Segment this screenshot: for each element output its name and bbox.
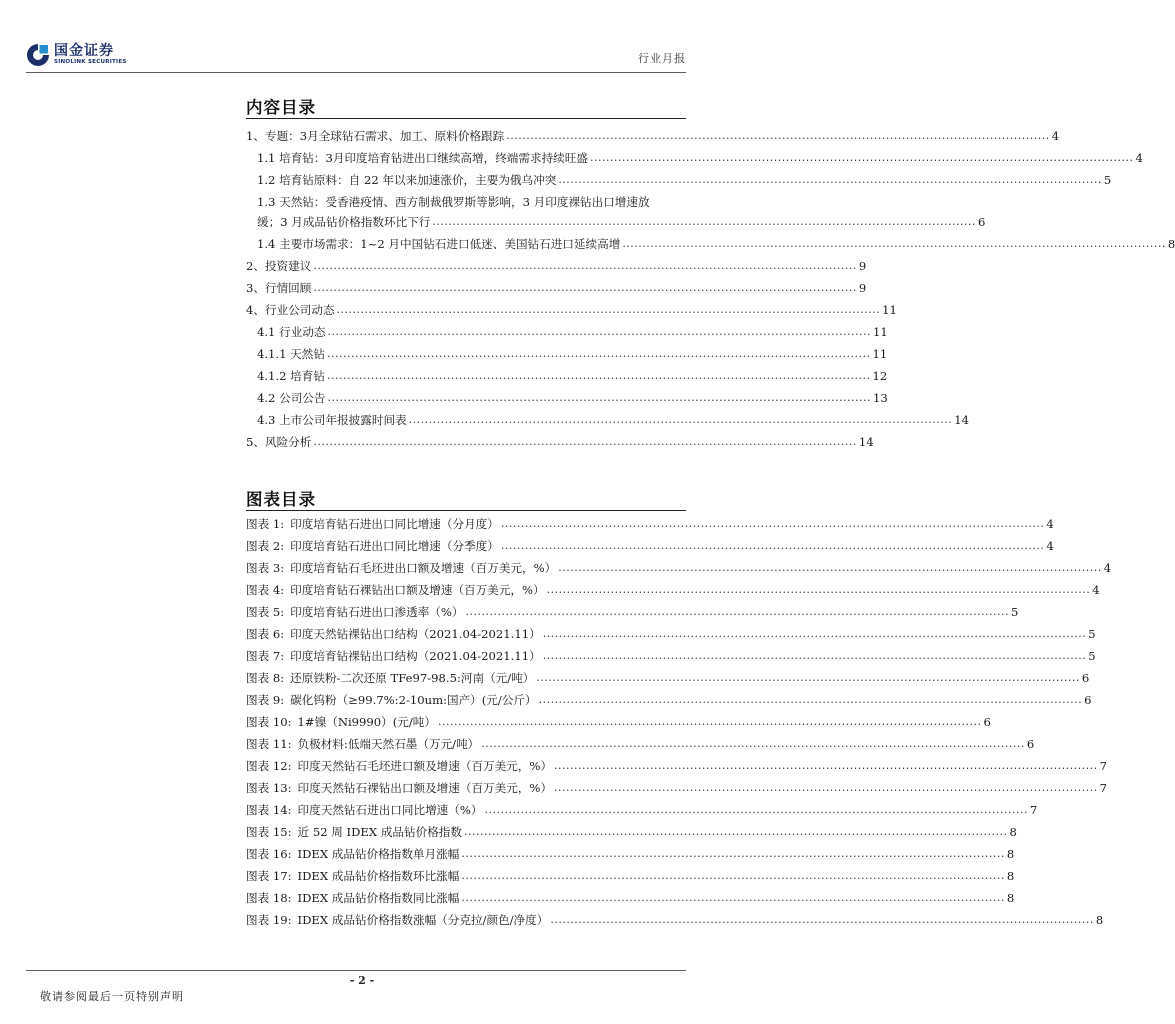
logo-icon [26, 43, 50, 67]
figure-caption: 负极材料:低端天然石墨（万元/吨） [297, 737, 480, 751]
figure-number: 图表 1: [246, 517, 285, 531]
toc-title: 内容目录 [246, 98, 316, 117]
figure-caption: IDEX 成品钻价格指数单月涨幅 [297, 847, 460, 861]
figure-number: 图表 9: [246, 693, 285, 707]
figure-page: 6 [1084, 693, 1092, 707]
figure-page: 4 [1103, 561, 1112, 575]
toc-leader-dots: ........................................................................................................................................ [336, 303, 881, 316]
toc-entry-page: 12 [872, 369, 888, 383]
toc-leader-dots: ........................................................................................................................................ [327, 325, 872, 338]
figure-entry[interactable] [246, 578, 1100, 600]
figure-page: 4 [1092, 583, 1100, 597]
toc-entry[interactable] [246, 254, 867, 276]
disclaimer-text: 敬请参阅最后一页特别声明 [40, 990, 184, 1003]
figure-page: 6 [983, 715, 991, 729]
toc-leader-dots: ........................................................................................................................................ [461, 869, 1005, 882]
figure-page: 6 [1026, 737, 1035, 751]
toc-leader-dots: ........................................................................................................................................ [313, 435, 857, 448]
figure-number: 图表 16: [246, 847, 292, 861]
figure-entry[interactable] [246, 556, 1112, 578]
page-header [26, 40, 686, 72]
figure-page: 6 [1081, 671, 1090, 685]
toc-entry-label: 1.2 培育钻原料：自 22 年以来加速涨价，主要为俄乌冲突 [257, 173, 557, 187]
toc-leader-dots: ........................................................................................................................................ [542, 627, 1087, 640]
figure-caption: 碳化钨粉（≥99.7%:2-10um:国产）(元/公斤） [290, 693, 537, 707]
toc-entry-page: 5 [1103, 173, 1112, 187]
toc-leader-dots: ........................................................................................................................................ [463, 825, 1008, 838]
toc-entry-label: 4、行业公司动态 [246, 303, 335, 317]
toc-leader-dots: ........................................................................................................................................ [326, 369, 871, 382]
toc-leader-dots: ........................................................................................................................................ [558, 173, 1102, 186]
toc-leader-dots: ........................................................................................................................................ [432, 215, 976, 228]
toc-leader-dots: ........................................................................................................................................ [438, 715, 982, 728]
toc-leader-dots: ........................................................................................................................................ [327, 391, 872, 404]
footer-divider [26, 970, 686, 971]
figure-entry[interactable] [246, 600, 1019, 622]
toc-entry-page: 11 [872, 347, 888, 361]
figure-caption: 还原铁粉-二次还原 TFe97-98.5:河南（元/吨） [290, 671, 535, 685]
toc-list [246, 124, 1175, 452]
toc-entry-page: 11 [873, 325, 888, 339]
figure-number: 图表 3: [246, 561, 285, 575]
figure-list [246, 512, 1112, 930]
figure-caption: 印度天然钻裸钻出口结构（2021.04-2021.11） [290, 627, 541, 641]
figure-entry[interactable] [246, 622, 1096, 644]
toc-entry-label: 4.1 行业动态 [257, 325, 326, 339]
toc-leader-dots: ........................................................................................................................................ [622, 237, 1166, 250]
figure-number: 图表 6: [246, 627, 285, 641]
toc-leader-dots: ........................................................................................................................................ [536, 671, 1080, 684]
toc-entry[interactable] [246, 146, 1143, 168]
figure-number: 图表 18: [246, 891, 292, 905]
figure-number: 图表 15: [246, 825, 292, 839]
toc-entry[interactable] [246, 276, 867, 298]
toc-title-rule [246, 118, 686, 119]
figures-title-rule [246, 510, 686, 511]
figure-number: 图表 10: [246, 715, 292, 729]
toc-entry-page: 9 [858, 259, 867, 273]
toc-entry-page: 8 [1167, 237, 1175, 251]
toc-entry-label: 5、风险分析 [246, 435, 312, 449]
toc-entry-label: 3、行情回顾 [246, 281, 312, 295]
toc-leader-dots: ........................................................................................................................................ [465, 605, 1010, 618]
figure-entry[interactable] [246, 512, 1054, 534]
toc-leader-dots: ........................................................................................................................................ [313, 259, 857, 272]
toc-leader-dots: ........................................................................................................................................ [554, 759, 1098, 772]
figure-caption: 印度培育钻石进出口同比增速（分月度） [290, 517, 499, 531]
toc-leader-dots: ........................................................................................................................................ [461, 847, 1005, 860]
toc-leader-dots: ........................................................................................................................................ [313, 281, 857, 294]
toc-entry-page: 9 [858, 281, 867, 295]
toc-leader-dots: ........................................................................................................................................ [554, 781, 1098, 794]
figure-entry[interactable] [246, 754, 1107, 776]
figure-entry[interactable] [246, 798, 1038, 820]
figure-number: 图表 8: [246, 671, 285, 685]
figure-number: 图表 4: [246, 583, 285, 597]
toc-leader-dots: ........................................................................................................................................ [500, 539, 1045, 552]
logo-english-name: SINOLINK SECURITIES [54, 59, 127, 66]
figure-page: 8 [1006, 869, 1015, 883]
figure-number: 图表 5: [246, 605, 285, 619]
figure-entry[interactable] [246, 886, 1015, 908]
toc-entry-page: 4 [1051, 129, 1060, 143]
figure-entry[interactable] [246, 776, 1107, 798]
figure-caption: 印度培育钻石进出口渗透率（%） [290, 605, 464, 619]
toc-entry-page: 14 [954, 413, 969, 427]
toc-entry[interactable] [246, 190, 986, 232]
toc-leader-dots: ........................................................................................................................................ [326, 347, 871, 360]
toc-leader-dots: ........................................................................................................................................ [484, 803, 1029, 816]
toc-entry[interactable] [246, 364, 888, 386]
figure-entry[interactable] [246, 908, 1104, 930]
toc-entry[interactable] [246, 320, 888, 342]
figure-page: 5 [1088, 627, 1096, 641]
figure-caption: 印度培育钻裸钻出口结构（2021.04-2021.11） [290, 649, 541, 663]
toc-leader-dots: ........................................................................................................................................ [589, 151, 1134, 164]
toc-leader-dots: ........................................................................................................................................ [538, 693, 1083, 706]
toc-leader-dots: ........................................................................................................................................ [550, 913, 1094, 926]
toc-entry-page: 11 [882, 303, 897, 317]
toc-leader-dots: ........................................................................................................................................ [546, 583, 1091, 596]
toc-entry[interactable] [246, 342, 888, 364]
figure-caption: IDEX 成品钻价格指数环比涨幅 [297, 869, 460, 883]
figure-page: 4 [1046, 517, 1054, 531]
figure-entry[interactable] [246, 842, 1015, 864]
toc-entry-label: 4.3 上市公司年报披露时间表 [257, 413, 407, 427]
toc-entry[interactable] [246, 232, 1175, 254]
toc-entry-label: 4.2 公司公告 [257, 391, 326, 405]
figure-number: 图表 11: [246, 737, 292, 751]
toc-entry-label: 4.1.2 培育钻 [257, 369, 325, 383]
toc-entry-page: 4 [1135, 151, 1143, 165]
figure-number: 图表 7: [246, 649, 285, 663]
toc-entry[interactable] [246, 124, 1060, 146]
figure-entry[interactable] [246, 864, 1015, 886]
figure-page: 7 [1099, 759, 1107, 773]
toc-leader-dots: ........................................................................................................................................ [542, 649, 1087, 662]
figure-page: 5 [1088, 649, 1096, 663]
figure-caption: 印度培育钻石进出口同比增速（分季度） [290, 539, 499, 553]
toc-entry-label-continued: 缓；3 月成品钻价格指数环比下行 [257, 215, 431, 229]
toc-entry-label: 1、专题：3月全球钻石需求、加工、原料价格跟踪 [246, 129, 505, 143]
figure-number: 图表 2: [246, 539, 285, 553]
toc-entry-label: 1.1 培育钻：3月印度培育钻进出口继续高增，终端需求持续旺盛 [257, 151, 588, 165]
toc-leader-dots: ........................................................................................................................................ [461, 891, 1005, 904]
figure-number: 图表 14: [246, 803, 292, 817]
figure-caption: 印度天然钻石裸钻出口额及增速（百万美元，%） [297, 781, 553, 795]
figure-page: 8 [1006, 847, 1015, 861]
figure-page: 5 [1011, 605, 1019, 619]
header-divider [26, 72, 686, 73]
figure-entry[interactable] [246, 534, 1054, 556]
figure-number: 图表 17: [246, 869, 292, 883]
report-type-label: 行业月报 [638, 52, 686, 65]
figure-number: 图表 19: [246, 913, 292, 927]
toc-leader-dots: ........................................................................................................................................ [506, 129, 1050, 142]
toc-leader-dots: ........................................................................................................................................ [481, 737, 1025, 750]
toc-entry[interactable] [246, 386, 888, 408]
figure-caption: 印度天然钻石进出口同比增速（%） [297, 803, 483, 817]
toc-entry-label: 1.3 天然钻：受香港疫情、西方制裁俄罗斯等影响，3 月印度裸钻出口增速放 [257, 195, 650, 209]
figures-title: 图表目录 [246, 490, 316, 509]
toc-entry[interactable] [246, 430, 874, 452]
figure-caption: IDEX 成品钻价格指数涨幅（分克拉/颜色/净度） [297, 913, 549, 927]
toc-entry-page: 13 [873, 391, 888, 405]
figure-caption: 1#镍（Ni9990）(元/吨） [297, 715, 436, 729]
toc-entry-label: 2、投资建议 [246, 259, 312, 273]
figure-page: 8 [1006, 891, 1015, 905]
figure-entry[interactable] [246, 710, 991, 732]
figure-caption: 印度培育钻石裸钻出口额及增速（百万美元，%） [290, 583, 545, 597]
page-number: - 2 - [349, 974, 375, 987]
figure-entry[interactable] [246, 820, 1017, 842]
figure-entry[interactable] [246, 666, 1090, 688]
figure-caption: 印度培育钻石毛坯进出口额及增速（百万美元，%） [290, 561, 557, 575]
toc-leader-dots: ........................................................................................................................................ [408, 413, 953, 426]
figure-entry[interactable] [246, 732, 1035, 754]
toc-entry-page: 14 [858, 435, 874, 449]
figure-caption: IDEX 成品钻价格指数同比涨幅 [297, 891, 460, 905]
figure-entry[interactable] [246, 644, 1096, 666]
figure-number: 图表 12: [246, 759, 292, 773]
toc-leader-dots: ........................................................................................................................................ [500, 517, 1045, 530]
toc-entry-page: 6 [977, 215, 986, 229]
toc-entry-label: 4.1.1 天然钻 [257, 347, 325, 361]
figure-page: 7 [1030, 803, 1038, 817]
figure-number: 图表 13: [246, 781, 292, 795]
toc-entry[interactable] [246, 168, 1112, 190]
toc-entry[interactable] [246, 298, 897, 320]
logo-chinese-name: 国金证券 [54, 43, 114, 60]
toc-entry[interactable] [246, 408, 969, 430]
toc-leader-dots: ........................................................................................................................................ [558, 561, 1102, 574]
figure-page: 8 [1009, 825, 1017, 839]
company-logo [26, 40, 127, 70]
figure-page: 4 [1046, 539, 1054, 553]
figure-caption: 近 52 周 IDEX 成品钻价格指数 [297, 825, 462, 839]
figure-page: 8 [1095, 913, 1104, 927]
figure-entry[interactable] [246, 688, 1092, 710]
figure-caption: 印度天然钻石毛坯进口额及增速（百万美元，%） [297, 759, 553, 773]
toc-entry-label: 1.4 主要市场需求：1~2 月中国钻石进口低迷、美国钻石进口延续高增 [257, 237, 621, 251]
figure-page: 7 [1099, 781, 1107, 795]
